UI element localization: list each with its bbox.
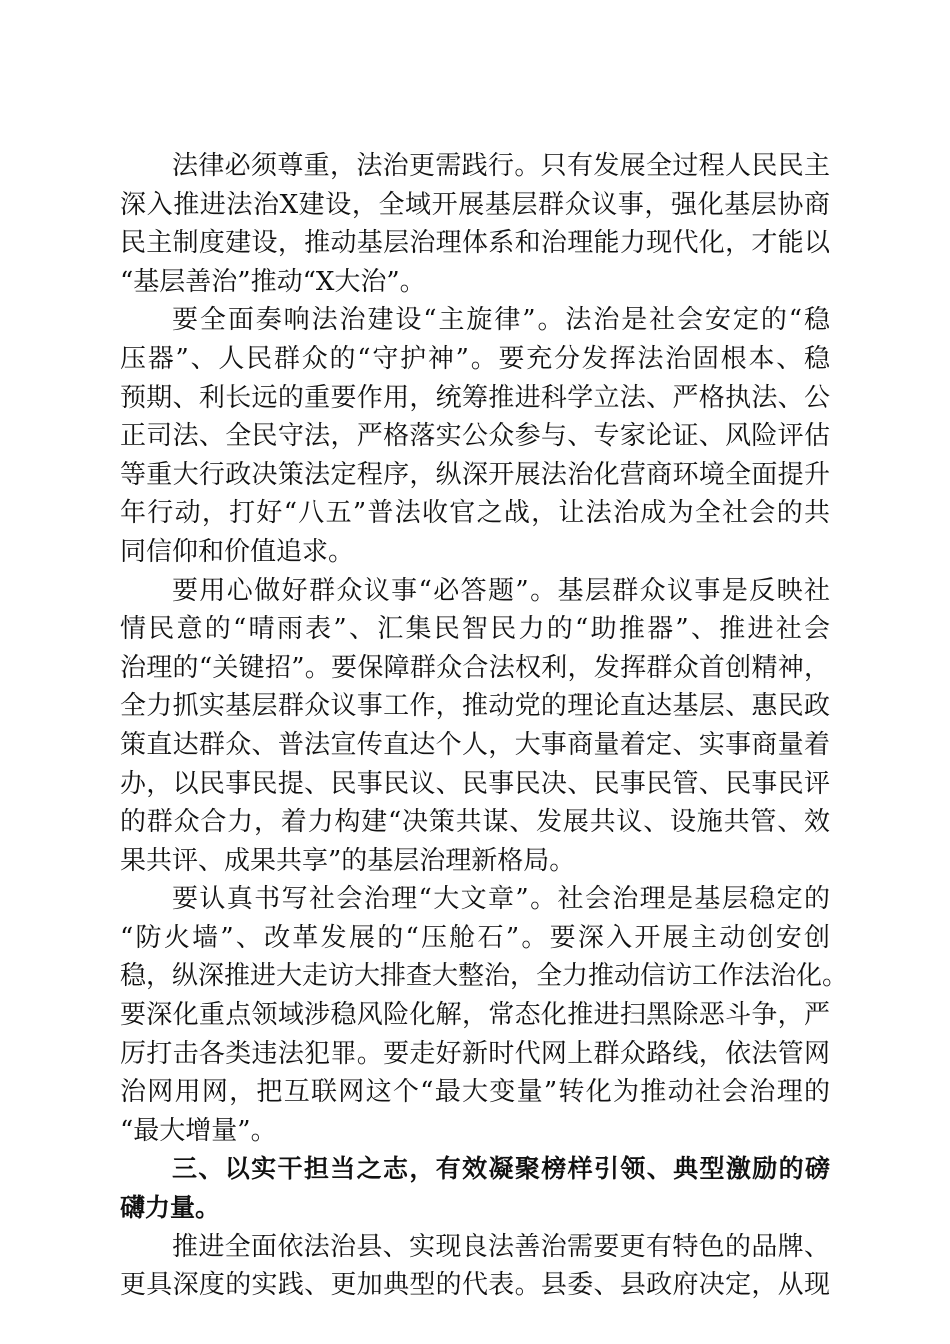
paragraph-promote-rule-of-law <box>120 1228 830 1305</box>
text-line: 法律必须尊重，法治更需践行。只有发展全过程人民民主 <box>172 151 830 181</box>
heading-line: 礴力量。 <box>120 1193 221 1223</box>
text-line: 民主制度建设，推动基层治理体系和治理能力现代化，才能以 <box>120 228 830 259</box>
text-line: 的群众合力，着力构建“决策共谋、发展共议、设施共管、效 <box>120 807 830 838</box>
text-line: 厉打击各类违法犯罪。要走好新时代网上群众路线，依法管网 <box>120 1038 830 1069</box>
text-line: 同信仰和价值追求。 <box>120 536 355 567</box>
text-line: 策直达群众、普法宣传直达个人，大事商量着定、实事商量着 <box>120 729 830 760</box>
text-line: 稳，纵深推进大走访大排查大整治，全力推动信访工作法治化。 <box>120 961 849 992</box>
text-line: 果共评、成果共享”的基层治理新格局。 <box>120 845 576 876</box>
paragraph-public-deliberation <box>120 572 830 881</box>
text-line: 预期、利长远的重要作用，统筹推进科学立法、严格执法、公 <box>120 382 830 413</box>
text-line: 推进全面依法治县、实现良法善治需要更有特色的品牌、 <box>172 1231 830 1262</box>
paragraph-rule-of-law-intro <box>120 147 830 301</box>
text-line: 要用心做好群众议事“必答题”。基层群众议事是反映社 <box>172 575 830 606</box>
text-line: 全力抓实基层群众议事工作，推动党的理论直达基层、惠民政 <box>120 691 830 722</box>
text-line: 等重大行政决策法定程序，纵深开展法治化营商环境全面提升 <box>120 459 830 490</box>
text-line: 深入推进法治X建设，全域开展基层群众议事，强化基层协商 <box>120 189 830 220</box>
document-page <box>120 147 849 1305</box>
paragraph-social-governance <box>120 880 849 1150</box>
text-line: 要全面奏响法治建设“主旋律”。法治是社会安定的“稳 <box>172 305 830 336</box>
text-line: 办，以民事民提、民事民议、民事民决、民事民管、民事民评 <box>120 768 830 799</box>
text-line: “基层善治”推动“X大治”。 <box>120 266 426 297</box>
text-line: 情民意的“晴雨表”、汇集民智民力的“助推器”、推进社会 <box>120 614 830 645</box>
text-line: 要深化重点领域涉稳风险化解，常态化推进扫黑除恶斗争，严 <box>120 1000 830 1031</box>
text-line: 年行动，打好“八五”普法收官之战，让法治成为全社会的共 <box>120 498 830 529</box>
section-heading-three <box>120 1150 830 1227</box>
text-line: “防火墙”、改革发展的“压舱石”。要深入开展主动创安创 <box>120 922 830 953</box>
text-line: 正司法、全民守法，严格落实公众参与、专家论证、风险评估 <box>120 421 830 452</box>
text-line: “最大增量”。 <box>120 1115 277 1146</box>
text-line: 治理的“关键招”。要保障群众合法权利，发挥群众首创精神， <box>120 652 830 683</box>
text-line: 治网用网，把互联网这个“最大变量”转化为推动社会治理的 <box>120 1077 830 1108</box>
text-line: 更具深度的实践、更加典型的代表。县委、县政府决定，从现 <box>120 1270 830 1301</box>
heading-line: 三、以实干担当之志，有效凝聚榜样引领、典型激励的磅 <box>172 1154 830 1184</box>
text-line: 要认真书写社会治理“大文章”。社会治理是基层稳定的 <box>172 884 830 915</box>
paragraph-rule-of-law-melody <box>120 301 830 571</box>
text-line: 压器”、人民群众的“守护神”。要充分发挥法治固根本、稳 <box>120 343 830 374</box>
